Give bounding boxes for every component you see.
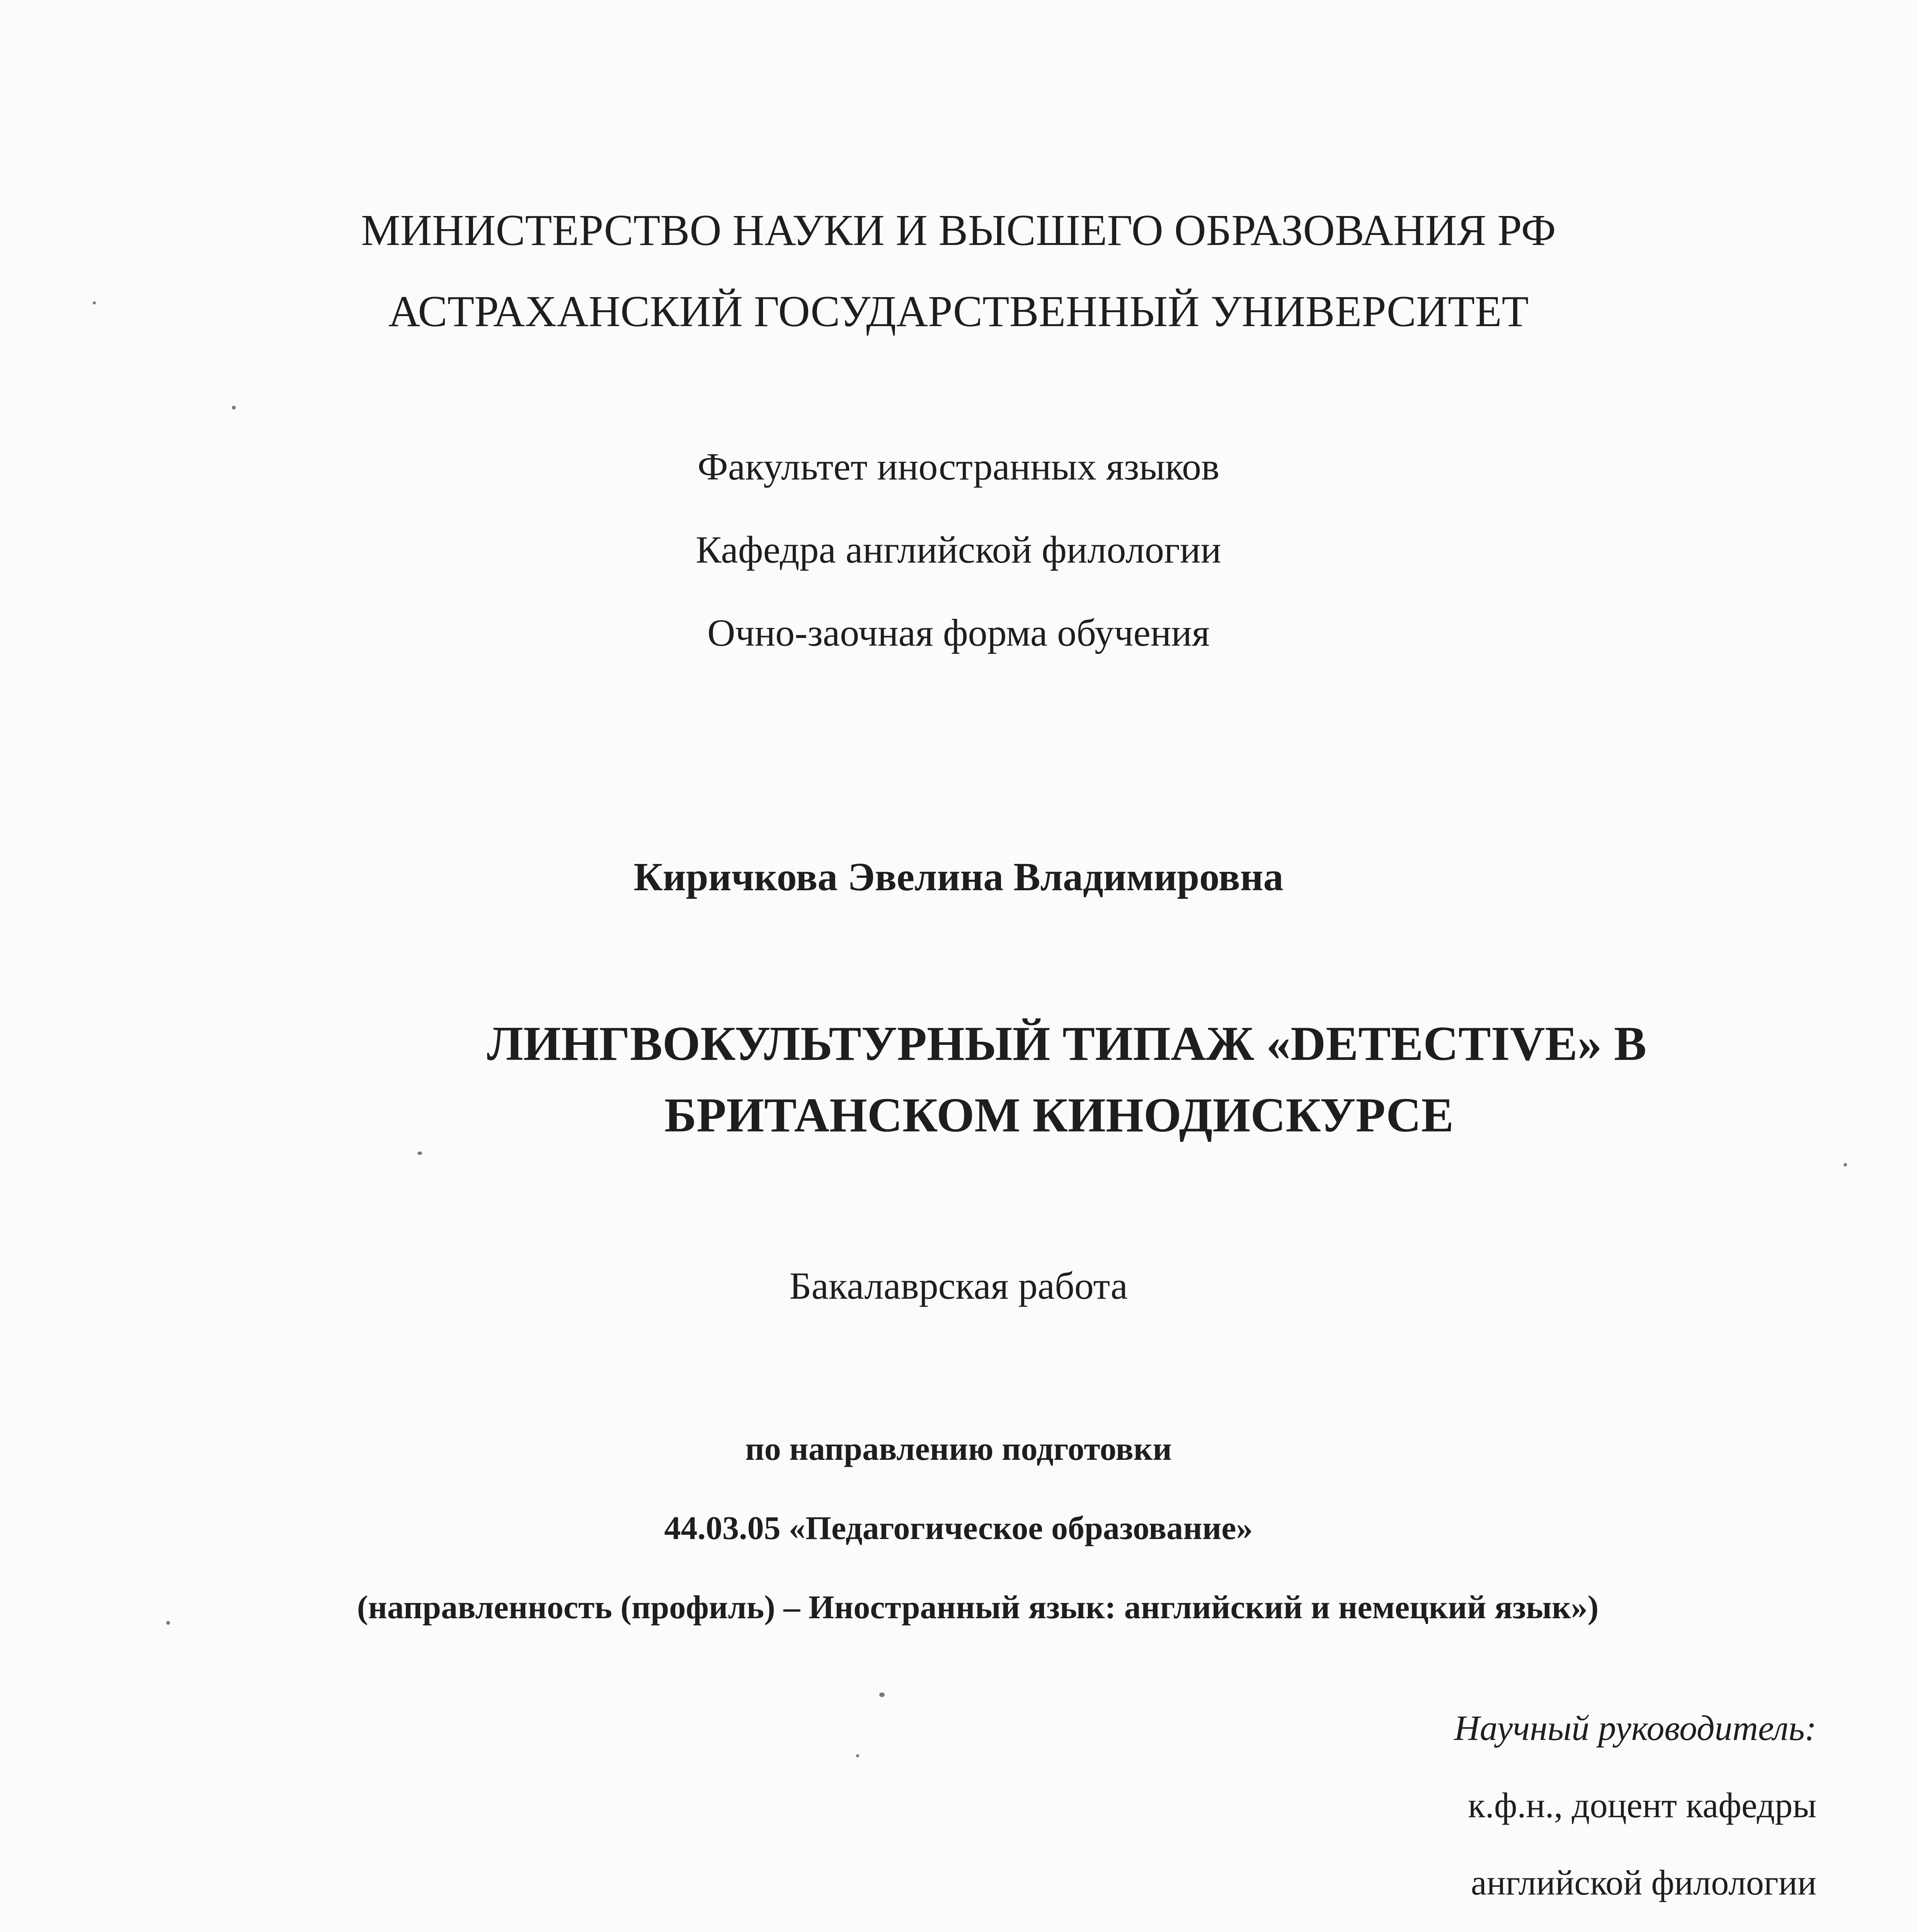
author-name: Киричкова Эвелина Владимировна xyxy=(633,855,1284,899)
thesis-title-line-2: БРИТАНСКОМ КИНОДИСКУРСЕ xyxy=(664,1088,1454,1142)
direction-code: 44.03.05 «Педагогическое образование» xyxy=(664,1509,1253,1546)
scan-speck xyxy=(856,1754,859,1757)
scan-speck xyxy=(93,301,96,304)
university-name: АСТРАХАНСКИЙ ГОСУДАРСТВЕННЫЙ УНИВЕРСИТЕТ xyxy=(388,287,1529,336)
scan-speck xyxy=(166,1621,170,1625)
scan-speck xyxy=(879,1692,885,1697)
faculty-name: Факультет иностранных языков xyxy=(697,445,1220,488)
ministry-name: МИНИСТЕРСТВО НАУКИ И ВЫСШЕГО ОБРАЗОВАНИЯ РФ xyxy=(361,206,1556,255)
study-form: Очно-заочная форма обучения xyxy=(707,611,1210,654)
direction-label: по направлению подготовки xyxy=(745,1430,1172,1467)
scan-speck xyxy=(417,1151,422,1155)
direction-profile: (направленность (профиль) – Иностранный язык: английский и немецкий язык») xyxy=(357,1588,1599,1626)
department-name: Кафедра английской филологии xyxy=(696,528,1221,571)
supervisor-degree: к.ф.н., доцент кафедры xyxy=(1468,1786,1817,1825)
scan-speck xyxy=(1844,1163,1847,1167)
scan-speck xyxy=(232,406,236,410)
supervisor-label: Научный руководитель: xyxy=(1454,1708,1817,1748)
work-type: Бакалаврская работа xyxy=(789,1264,1128,1307)
thesis-title-line-1: ЛИНГВОКУЛЬТУРНЫЙ ТИПАЖ «DETECTIVE» В xyxy=(487,1017,1647,1071)
supervisor-department: английской филологии xyxy=(1471,1863,1817,1902)
